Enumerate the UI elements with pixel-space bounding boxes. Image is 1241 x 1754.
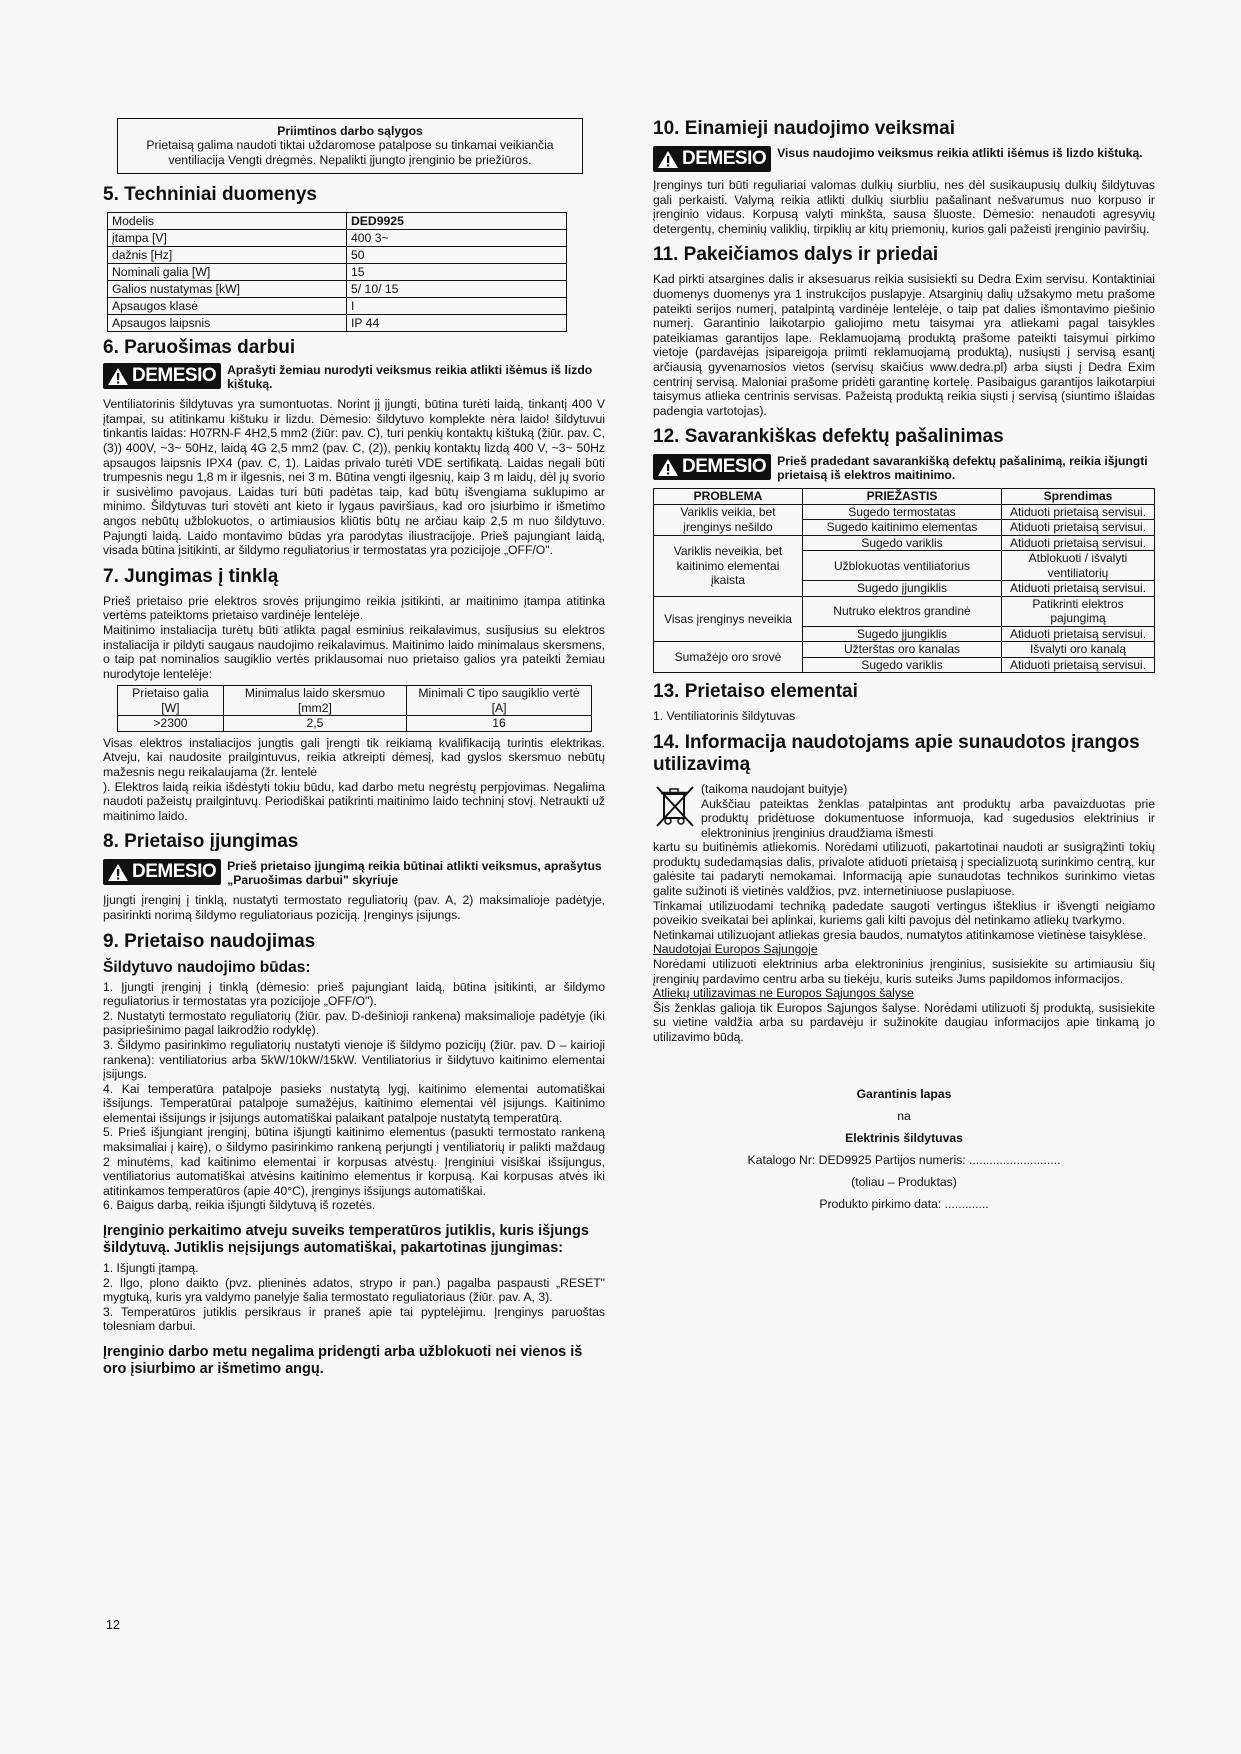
conditions-title: Priimtinos darbo sąlygos (277, 124, 423, 138)
section-14-p2: Tinkamai utilizuodami techniką padedate saugoti vertingus išteklius ir išvengti neigiamo poveikio sveikatai bei aplinkai, kuriems gali kilti pavojus dėl netinkamo atliekų tvarkymo. (653, 898, 1155, 928)
section-7-p4: ). Elektros laidą reikia išdėstyti tokiu būdu, kad darbo metu negrėstų perpjovimas. Negalima naudoti pažeistų prailgintuvų. Periodiškai patikrinti maitinimo laido techninį stovį. Netraukti už maitinimo laido. (103, 779, 605, 823)
trouble-problem: Visas įrenginys neveikia (654, 596, 803, 642)
cable-head-2: Minimalus laido skersmuo [mm2] (223, 686, 406, 716)
section-7-p3: Visas elektros instaliacijos jungtis gali įrengti tik reikiamą kvalifikaciją turintis elektrikas. Atveju, kai naudosite prailgintuvus, reikia atkreipti dėmesį, kad gyslos skersmuo nebūtų mažesnis negu reikalaujama (žr. lentelė (103, 735, 605, 779)
spec-value: 50 (347, 247, 567, 264)
cable-head-3: Minimali C tipo saugiklio vertė [A] (407, 686, 592, 716)
section-11-heading: 11. Pakeičiamos dalys ir priedai (653, 244, 939, 266)
final-warning: Įrenginio darbo metu negalima pridengti arba užblokuoti nei vienos iš oro įsiurbimo ar išmetimo angų. (103, 1344, 583, 1377)
trouble-row (654, 596, 1155, 626)
trouble-solution: Atiduoti prietaisą servisui. (1002, 626, 1155, 642)
trouble-row (654, 535, 1155, 551)
spec-value: 400 3~ (347, 230, 567, 247)
guarantee-na: na (897, 1108, 911, 1123)
weee-block (653, 782, 1155, 840)
spec-label: Apsaugos laipsnis (108, 315, 347, 332)
section-8-text: Įjungti įrenginį į tinklą, nustatyti termostato reguliatorių (pav. A, 2) maksimalioje padėtyje, pasirinkti norimą šildymo reguliatoriaus poziciją. Įrenginys įsijungs. (103, 893, 605, 922)
spec-table (107, 212, 567, 332)
section-13-heading: 13. Prietaiso elementai (653, 681, 858, 703)
non-eu-heading: Atliekų utilizavimas ne Europos Sąjungos šalyse (653, 986, 914, 1001)
trouble-header-solution: Sprendimas (1002, 489, 1155, 505)
section-9-heading: 9. Prietaiso naudojimas (103, 930, 316, 952)
trouble-problem: Sumažėjo oro srovė (654, 642, 803, 673)
trouble-cause: Sugedo variklis (803, 535, 1002, 551)
trouble-solution: Atblokuoti / išvalyti ventiliatorių (1002, 551, 1155, 581)
warning-badge-label: DEMESIO (682, 456, 767, 478)
cable-cell-1: >2300 (118, 716, 224, 732)
overheat-note: Įrenginio perkaitimo atveju suveiks temperatūros jutiklis, kuris išjungs šildytuvą. Jutiklis neįsijungs automatiškai, pakartotinas įjungimas: (103, 1223, 589, 1257)
spec-label: Apsaugos klasė (108, 298, 347, 315)
trouble-solution: Išvalyti oro kanalą (1002, 642, 1155, 658)
warning-8-text: Prieš prietaiso įjungimą reikia būtinai atlikti veiksmus, aprašytus „Paruošimas darbui" skyriuje (227, 859, 602, 888)
trouble-cause: Sugedo variklis (803, 657, 1002, 673)
guarantee-purchase-date: Produkto pirkimo data: ............. (819, 1196, 989, 1211)
trouble-cause: Sugedo įjungiklis (803, 626, 1002, 642)
warning-6-text: Aprašyti žemiau nurodyti veiksmus reikia atlikti išėmus iš lizdo kištuką. (227, 363, 593, 392)
spec-row (108, 264, 567, 281)
warning-triangle-icon (657, 150, 679, 169)
trouble-row (654, 642, 1155, 658)
warning-badge-label: DEMESIO (132, 861, 217, 883)
warning-8 (103, 859, 605, 887)
usage-step: 5. Prieš išjungiant įrenginį, būtina išjungti kaitinimo elementus (pasukti termostato rankeną maksimaliai į kairę), o šildymo pasirinkimo rankeną perjungti į ventiliatorių ir palikti maždaug 2 minutėms, kad kaitinimo elementai ir korpusas atvėstų. Įrenginiui visiškai išsijungus, ventiliatorius automatiškai atvėsins kaitinimo elementus ir korpusą. Kai korpusas atvės iki atitinkamos temperatūros (apie 40°C), įrenginys išsijungs automatiškai. (103, 1125, 605, 1198)
weee-line: Aukščiau pateiktas ženklas patalpintas ant produktų arba pavaizduotas prie produktų pridėtuose dokumentuose informuoja, kad sugedusios elektrinius ir elektroninius įrenginius draudžiama išmesti (701, 796, 1155, 840)
trouble-cause: Užterštas oro kanalas (803, 642, 1002, 658)
section-13-text: 1. Ventiliatorinis šildytuvas (653, 709, 796, 724)
reset-step: 1. Išjungti įtampą. (103, 1261, 199, 1276)
spec-value: I (347, 298, 567, 315)
section-12-heading: 12. Savarankiškas defektų pašalinimas (653, 426, 1004, 448)
warning-triangle-icon (107, 863, 129, 882)
spec-value: DED9925 (347, 213, 567, 230)
page-number: 12 (106, 1618, 120, 1632)
spec-row (108, 230, 567, 247)
spec-label: Modelis (108, 213, 347, 230)
warning-badge (653, 146, 771, 172)
trouble-row (654, 504, 1155, 520)
spec-row (108, 213, 567, 230)
guarantee-block (653, 1083, 1155, 1215)
warning-triangle-icon (657, 458, 679, 477)
spec-row (108, 298, 567, 315)
usage-step: 6. Baigus darbą, reikia išjungti šildytuvą iš rozetės. (103, 1198, 376, 1213)
section-14-heading: 14. Informacija naudotojams apie sunaudotos įrangos utilizavimą (653, 731, 1140, 775)
spec-row (108, 247, 567, 264)
trouble-solution: Atiduoti prietaisą servisui. (1002, 581, 1155, 597)
trouble-cause: Užblokuotas ventiliatorius (803, 551, 1002, 581)
warning-triangle-icon (107, 367, 129, 386)
cable-cell-3: 16 (407, 716, 592, 732)
guarantee-catalog: Katalogo Nr: DED9925 Partijos numeris: ........................... (747, 1152, 1061, 1167)
eu-text: Norėdami utilizuoti elektrinius arba elektroninius įrenginius, susisiekite su artimiausiu šių įrenginių pardavimo centru arba su tiekėju, kuris suteiks Jums papildomos informacijos. (653, 957, 1155, 986)
usage-step: 4. Kai temperatūra patalpoje pasieks nustatytą lygį, kaitinimo elementai automatiškai išsijungs. Temperatūrai patalpoje sumažėjus, kaitinimo elementai vėl įsijungs. Kaitinimo elementai išsijungs ir įsijungs automatiškai palaikant patalpoje nustatytą temperatūrą. (103, 1081, 605, 1125)
warning-badge-label: DEMESIO (132, 365, 217, 387)
reset-step: 3. Temperatūros jutiklis persikraus ir praneš apie tai pyptelėjimu. Įrenginys paruoštas tolesniam darbui. (103, 1304, 605, 1334)
section-6-text: Ventiliatorinis šildytuvas yra sumontuotas. Norint jį įjungti, būtina turėti laidą, tinkantį 400 V įtampai, su atitinkamu kištuku ir lizdu. Dėmesio: šildytuvo komplekte nėra laido! šildytuvui tinkantis laidas: H07RN-F 4H2,5 mm2 (žiūr: pav. C), turi penkių kontaktų kištuką (žiūr. pav. C, (3)) 400V, ~3~ 50Hz, laidą 4G 2,5 mm2 (pav. C, (2)), penkių kontaktų lizdą 400 V, ~3~ 50Hz apsaugos laipsnis IPX4 (pav. C, 1). Laidas privalo turėti VDE sertifikatą. Laidas negali būti trumpesnis negu 1,8 m ir ilgesnis, nei 3 m. Būtina vengti ilgesnių, kaip 3 m laidų, dėl jų svorio ir susivėlimo pavojaus. Laidas turi būti padėtas taip, kad būtų išvengiama suklupimo ar minimo. Šildytuvas turi stovėti ant kieto ir lygaus paviršiaus, kad oro įsiurbimo ir išmetimo angos nebūtų užblokuotos, o artimiausios kliūtis būtų ne arčiau kaip 2,5 m nuo šildytuvo. Pajungti laidą. Laido montavimo būdas yra parodytas iliustracijoje. Prieš pajungiant laidą, visada būtina įsitikinti, ar šildymo reguliatorius ir termostatas yra pozicijoje „OFF/O". (103, 397, 605, 558)
spec-label: dažnis [Hz] (108, 247, 347, 264)
cable-cell-2: 2,5 (223, 716, 406, 732)
section-9-subheading: Šildytuvo naudojimo būdas: (103, 958, 311, 976)
warning-6 (103, 363, 605, 391)
spec-value: IP 44 (347, 315, 567, 332)
warning-12-text: Prieš pradedant savarankišką defektų pašalinimą, reikia išjungti prietaisą iš elektros maitinimo. (777, 454, 1148, 483)
warning-badge (103, 859, 221, 885)
section-7-p2: Maitinimo instaliacija turėtų būti atlikta pagal esminius reikalavimus, susijusius su elektros instaliacija ir pildyti saugaus naudojimo reikalavimus. Maitinimo laido minimalaus skersmens, o taip pat nominalios saugiklio vertės priklausomai nuo prietaiso galios yra pateikti žemiau nurodytoje lentelėje: (103, 622, 605, 681)
warning-badge (653, 454, 771, 480)
warning-badge (103, 363, 221, 389)
warning-10-text: Visus naudojimo veiksmus reikia atlikti išėmus iš lizdo kištuką. (777, 146, 1143, 160)
spec-row (108, 281, 567, 298)
section-7-heading: 7. Jungimas į tinklą (103, 565, 279, 587)
trouble-solution: Atiduoti prietaisą servisui. (1002, 657, 1155, 673)
section-10-text: Įrenginys turi būti reguliariai valomas dulkių siurbliu, nes dėl susikaupusių dulkių šildytuvas gali perkaisti. Valymą reikia atlikti dulkių siurbliu pašalinant nešvarumus nuo korpuso ir įrenginio vidaus. Korpusą valyti minkšta, sausa šluoste. Dėmesio: nenaudoti agresyvių detergentų, cheminių valiklių, tirpiklių ar kitų priemonių, kurios gali pažeisti įrenginio paviršių. (653, 178, 1155, 236)
weee-text (701, 782, 1155, 840)
trouble-solution: Patikrinti elektros pajungimą (1002, 596, 1155, 626)
section-5-heading: 5. Techniniai duomenys (103, 184, 317, 206)
trouble-problem: Variklis veikia, bet įrenginys nešildo (654, 504, 803, 535)
warning-10 (653, 146, 1155, 172)
section-11-text: Kad pirkti atsargines dalis ir aksesuarus reikia susisiekti su Dedra Exim servisu. Kontaktiniai duomenys duomenys yra 1 instrukcijos puslapyje. Atsarginių dalių užsakymo metu prašome pateikti serijos numerį, patalpintą vardinėje lentelėje, o taip pat dalies išmontavimo piešinio numerį. Garantinio laikotarpio galiojimo metu taisymai yra atliekami pagal taisykles pateikiamas garantijos lape. Reklamuojamą produktą prašome pateikti taisymui pirkimo vietoje (pardavėjas įsipareigoja priimti reklamuojamą produktą), nusiųsti į servisą esantį arčiausią gyvenamosios vietos (servisų skaičius www.dedra.pl) arba siųsti į Dedra Exim centrinį servisą. Maloniai prašome pridėti garantinę kortelę. Pasibaigus garantijos laikotarpiui taisymus atlieka centrinis servisas. Pažeistą produktą reikia siųsti į servisą (siuntimo išlaidas padengia vartotojas). (653, 272, 1155, 418)
guarantee-product: Elektrinis šildytuvas (845, 1130, 963, 1145)
trouble-solution: Atiduoti prietaisą servisui. (1002, 520, 1155, 536)
non-eu-text: Šis ženklas galioja tik Europos Sąjungos šalyse. Norėdami utilizuoti šį produktą, susisiekite su vietine valdžia arba su pardavėju ir sužinokite daugiau informacijos apie tinkamą jo utilizavimo būdą. (653, 1000, 1155, 1044)
trouble-problem: Variklis neveikia, bet kaitinimo elementai įkaista (654, 535, 803, 596)
usage-step: 2. Nustatyti termostato reguliatorių (žiūr. pav. D-dešinioji rankena) maksimalioje padėtyje (iki pasipriešinimo pagal laikrodžio rodyklę). (103, 1008, 605, 1038)
eu-heading: Naudotojai Europos Sąjungoje (653, 942, 818, 957)
section-6-heading: 6. Paruošimas darbui (103, 337, 296, 359)
trouble-cause: Sugedo kaitinimo elementas (803, 520, 1002, 536)
section-10-heading: 10. Einamieji naudojimo veiksmai (653, 118, 956, 139)
section-8-heading: 8. Prietaiso įjungimas (103, 831, 299, 853)
spec-row (108, 315, 567, 332)
warning-12 (653, 454, 1155, 482)
spec-label: Nominali galia [W] (108, 264, 347, 281)
troubleshooting-table (653, 488, 1155, 673)
spec-value: 5/ 10/ 15 (347, 281, 567, 298)
warning-badge-label: DEMESIO (682, 148, 767, 169)
cable-head-1: Prietaiso galia [W] (118, 686, 224, 716)
usage-step: 3. Šildymo pasirinkimo reguliatorių nustatyti vienoje iš šildymo pozicijų (žiūr. pav. D – kairioji rankena): ventiliatorius arba 5kW/10kW/15kW. Ventiliatorius ir šildytuvo kaitinimo elementai įsijungs. (103, 1037, 605, 1082)
trouble-cause: Sugedo įjungiklis (803, 581, 1002, 597)
guarantee-title: Garantinis lapas (856, 1086, 952, 1101)
weee-line: (taikoma naudojant buityje) (701, 781, 848, 796)
trouble-solution: Atiduoti prietaisą servisui. (1002, 504, 1155, 520)
left-column (103, 118, 605, 1382)
section-14-p1: kartu su buitinėmis atliekomis. Norėdami utilizuoti, pakartotinai naudoti ar susigrąžinti tokių produktų sudedamąsias dalis, privalote atiduoti prietaisą į specializuotą surinkimo centrą, kur galėsite tai padaryti nemokamai. Informaciją apie sunaudotas technikos surinkimo vietas galite sužinoti iš vietinės valdžios, pvz. internetiniuose puslapiuose. (653, 840, 1155, 899)
conditions-box (117, 118, 583, 174)
usage-step: 1. Įjungti įrenginį į tinklą (dėmesio: prieš pajungiant laidą, būtina įsitikinti, ar šildymo reguliatorius ir termostatas yra pozicijoje „OFF/O"). (103, 979, 605, 1009)
section-14-p3: Netinkamai utilizuojant atliekas gresia baudos, numatytos atitinkamose vietinėse taisyklėse. (653, 927, 1147, 942)
crossed-bin-icon (653, 784, 697, 830)
conditions-text: Prietaisą galima naudoti tiktai uždaromose patalpose su tinkamai veikiančia ventiliacija Vengti drėgmės. Nepalikti įjungto įrenginio be priežiūros. (146, 138, 554, 167)
spec-label: Galios nustatymas [kW] (108, 281, 347, 298)
right-column (653, 118, 1155, 1215)
section-7-p1: Prieš prietaiso prie elektros srovės prijungimo reikia įsitikinti, ar maitinimo įtampa atitinka vertėms pateiktoms prietaiso vardinėje lentelėje. (103, 593, 605, 623)
trouble-cause: Nutruko elektros grandinė (803, 596, 1002, 626)
trouble-header-cause: PRIEŽASTIS (803, 489, 1002, 505)
trouble-header-problem: PROBLEMA (654, 489, 803, 505)
spec-label: įtampa [V] (108, 230, 347, 247)
guarantee-hereinafter: (toliau – Produktas) (851, 1174, 957, 1189)
trouble-solution: Atiduoti prietaisą servisui. (1002, 535, 1155, 551)
spec-value: 15 (347, 264, 567, 281)
cable-table (117, 685, 592, 732)
reset-step: 2. Ilgo, plono daikto (pvz. plieninės adatos, strypo ir pan.) pagalba paspausti „RESET" mygtuką, kuris yra valdymo panelyje šalia termostato reguliatoriaus (žiūr. pav. A, 3). (103, 1275, 605, 1305)
trouble-cause: Sugedo termostatas (803, 504, 1002, 520)
